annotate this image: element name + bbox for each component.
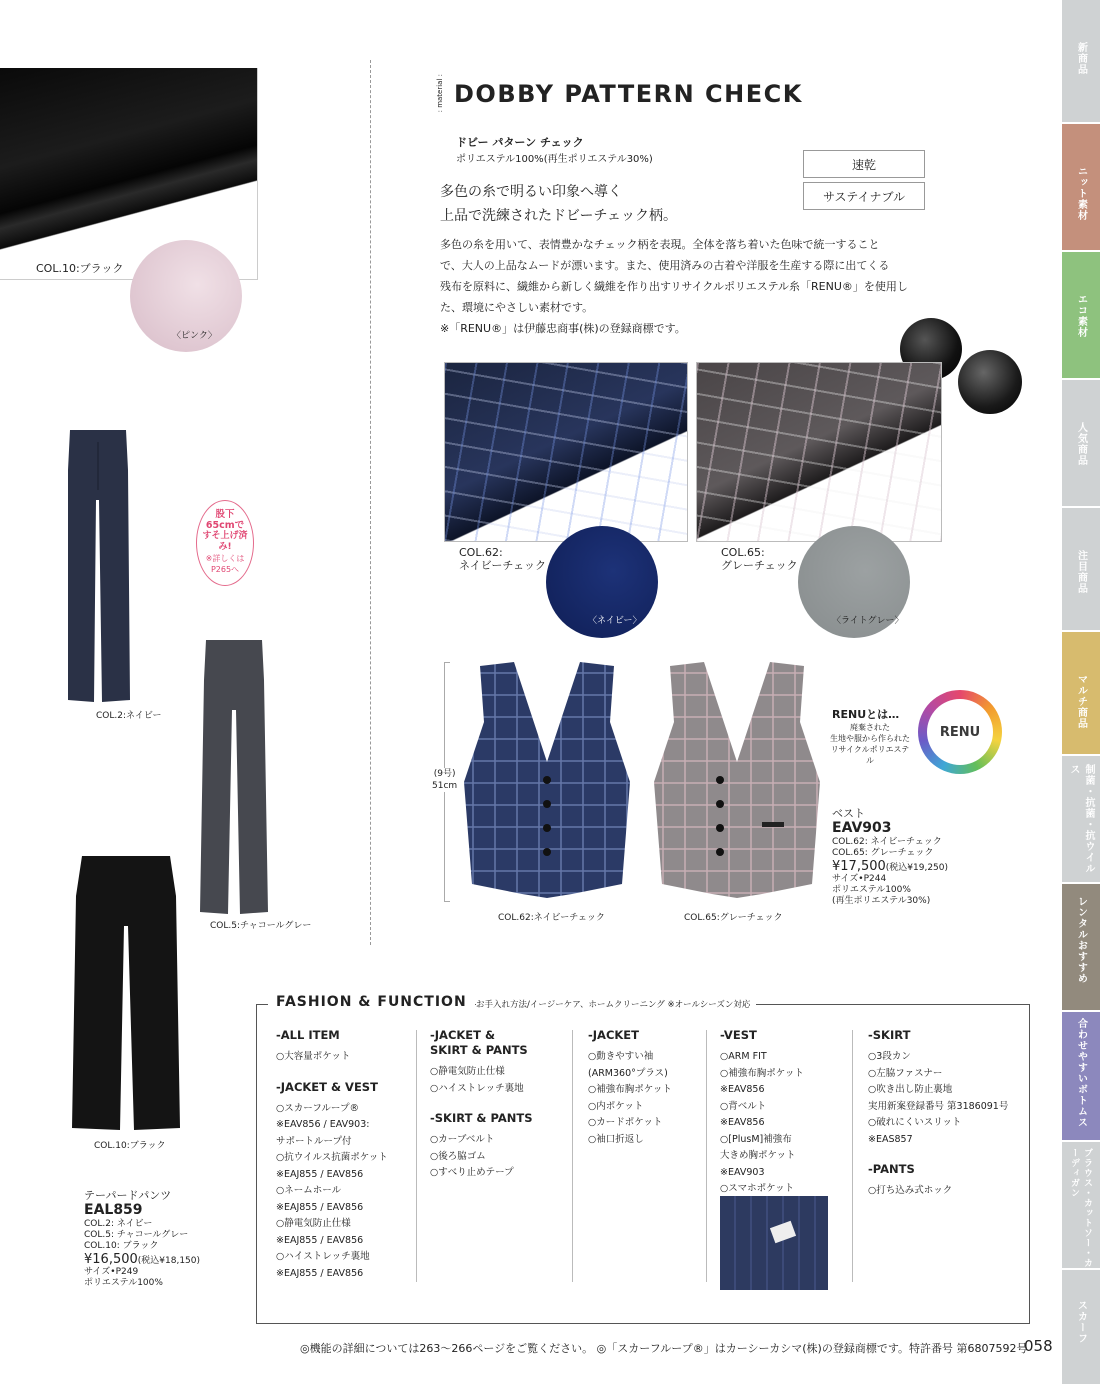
vest-length: (9号) 51cm [432,769,458,791]
page-number: 058 [1024,1337,1053,1355]
vest-grey-image [652,662,822,902]
pants-black-label: COL.10:ブラック [94,1141,166,1151]
navy-lining-label: 〈ネイビー〉 [588,616,642,626]
body-copy: 多色の糸を用いて、表情豊かなチェック柄を表現。全体を落ち着いた色味で統一すること で、大人の上品なムードが漂います。また、使用済みの古着や洋服を生産する際に出てくる 残布を原料に、繊維から新しく繊維を作り出すリサイクルポリエステル糸「RENU®」を使用し た、環境にやさしい素材です。 ※「RENU®」は伊藤忠商事(株)の登録商標です。 [440,238,908,335]
renu-logo: RENU [918,690,1002,774]
tab-blouse[interactable]: ブラウス・カットソー・カーディガン [1062,1142,1100,1268]
material-label: : material : [436,74,444,113]
feature-sustainable: サステイナブル [803,182,925,210]
tab-popular[interactable]: 人気商品 [1062,380,1100,506]
ff-separator-4 [852,1030,853,1282]
vest-navy-image [462,662,632,902]
side-index-tabs [1062,0,1100,1384]
pants-info: テーパードパンツ EAL859 COL.2: ネイビー COL.5: チャコールグレー COL.10: ブラック ¥16,500(税込¥18,150) サイズ•P249 ポリエステル100% [84,1189,201,1288]
ff-separator-3 [706,1030,707,1282]
lead-copy: 多色の糸で明るい印象へ導く 上品で洗練されたドビーチェック柄。 [440,184,678,224]
renu-description: 廃棄された 生地や服から作られた リサイクルポリエステル [830,723,910,765]
tab-new[interactable]: 新商品 [1062,0,1100,122]
ff-col-1: -ALL ITEM ○大容量ポケット -JACKET & VEST ○スカーフループ® ※EAV856 / EAV903: サポートループ付 ○抗ウイルス抗菌ポケット ※EAJ855 / EAV856 ○ネームホール ※EAJ855 / EAV856 ○静電気防止仕様 ※EAJ855 / EAV856 ○ハイストレッチ裏地 ※EAJ855 / EAV856 [276,1028,388,1279]
pants-navy-label: COL.2:ネイビー [96,711,162,721]
pants-charcoal-image [200,640,268,915]
column-divider [370,60,371,945]
vest-grey-label: COL.65:グレーチェック [684,913,783,923]
footer-note: ◎機能の詳細については263〜266ページをご覧ください。 ◎「スカーフループ®」はカーシーカシマ(株)の登録商標です。特許番号 第6807592号 [300,1342,1028,1355]
ff-col-5: -SKIRT ○3段カン ○左脇ファスナー ○吹き出し防止裏地 実用新案登録番号 第3186091号 ○破れにくいスリット ※EAS857 -PANTS ○打ち込み式ホック [868,1028,1009,1196]
vest-navy-label: COL.62:ネイビーチェック [498,913,605,923]
tab-rental[interactable]: レンタルおすすめ [1062,884,1100,1010]
pants-black-image [72,856,180,1131]
tab-featured[interactable]: 注目商品 [1062,508,1100,630]
pants-charcoal-label: COL.5:チャコールグレー [210,921,312,931]
renu-heading: RENUとは… [832,708,900,721]
navy-fabric-image [444,362,688,542]
ff-separator-1 [416,1030,417,1282]
black-swatch-label: COL.10:ブラック [36,262,124,275]
grey-lining-label: 〈ライトグレー〉 [832,616,904,626]
black-fabric-frame [0,68,258,280]
ff-separator-2 [572,1030,573,1282]
tab-bottoms[interactable]: 合わせやすいボトムス [1062,1012,1100,1140]
feature-quick-dry: 速乾 [803,150,925,178]
vest-info: ベスト EAV903 COL.62: ネイビーチェック COL.65: グレーチェック ¥17,500(税込¥19,250) サイズ•P244 ポリエステル100% (再生ポリエステル30%) [832,807,949,906]
composition: ポリエステル100%(再生ポリエステル30%) [456,154,653,165]
navy-swatch-label: COL.62: ネイビーチェック [459,546,547,572]
button-sample-2 [958,350,1022,414]
grey-swatch-label: COL.65: グレーチェック [721,546,798,572]
tab-antiviral[interactable]: 制菌・抗菌・抗ウイルス [1062,756,1100,882]
pants-navy-image [66,430,130,705]
fashion-function-title: FASHION & FUNCTION [268,994,475,1010]
page-title: DOBBY PATTERN CHECK [454,80,803,108]
ff-col-2: -JACKET & SKIRT & PANTS ○静電気防止仕様 ○ハイストレッチ裏地 -SKIRT & PANTS ○カーブベルト ○後ろ脇ゴム ○すべり止めテープ [430,1028,533,1178]
tab-knit[interactable]: ニット素材 [1062,124,1100,250]
hem-badge: 股下 65cmで すそ上げ済み! ※詳しくは P265へ [196,500,254,586]
subtitle-jp: ドビー パターン チェック [456,136,584,149]
tab-multi[interactable]: マルチ商品 [1062,632,1100,754]
tab-eco[interactable]: エコ素材 [1062,252,1100,378]
tab-scarf[interactable]: スカーフ [1062,1270,1100,1384]
ff-col-3: -JACKET ○動きやすい袖 (ARM360°プラス) ○補強布胸ポケット ○内ポケット ○カードポケット ○袖口折返し [588,1028,672,1145]
pink-lining-label: 〈ピンク〉 [172,331,217,341]
fashion-function-note: お手入れ方法/イージーケア、ホームクリーニング ※オールシーズン対応 [476,998,756,1010]
vest-pocket-photo [720,1196,828,1290]
grey-fabric-image [696,362,942,542]
ff-col-4: -VEST ○ARM FIT ○補強布胸ポケット ※EAV856 ○背ベルト ※EAV856 ○[PlusM]補強布 大きめ胸ポケット ※EAV903 ○スマホポケット [720,1028,804,1194]
